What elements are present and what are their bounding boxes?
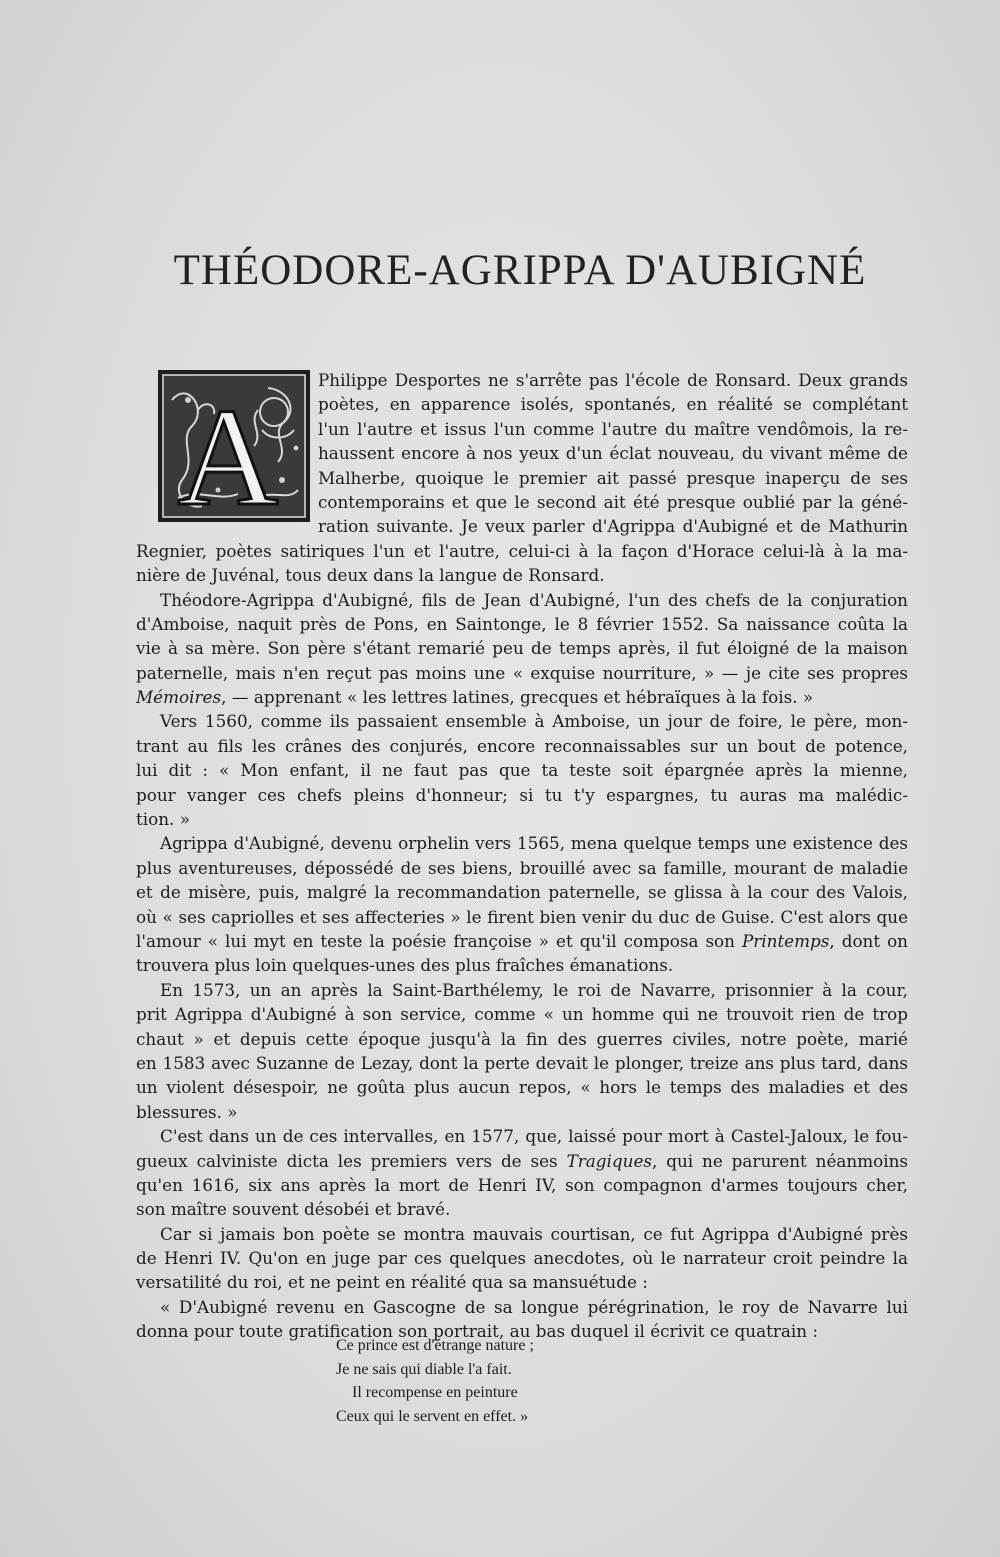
text-line: trouvera plus loin quelques-unes des plus fraîches émanations.: [136, 955, 674, 976]
text-line: gueux calviniste dicta les premiers vers de ses Tragiques, qui ne parurent néanmoins: [136, 1150, 908, 1171]
text-line: l'un l'autre et issus l'un comme l'autre du maître vendômois, la re-: [318, 418, 908, 439]
text-line: chaut » et depuis cette époque jusqu'à la fin des guerres civiles, notre poète, marié: [136, 1028, 908, 1049]
text-line: Théodore-Agrippa d'Aubigné, fils de Jean d'Aubigné, l'un des chefs de la conjuration: [160, 589, 908, 610]
text-line: poètes, en apparence isolés, spontanés, en réalité se complétant: [318, 394, 908, 415]
text-line: nière de Juvénal, tous deux dans la langue de Ronsard.: [136, 565, 605, 586]
poem-line: Il recompense en peinture: [352, 1384, 518, 1401]
text-line: Vers 1560, comme ils passaient ensemble à Amboise, un jour de foire, le père, mon-: [160, 711, 908, 732]
text-line: qu'en 1616, six ans après la mort de Henri IV, son compagnon d'armes toujours cher,: [136, 1174, 908, 1195]
italic-title: Printemps: [741, 930, 830, 951]
text-line: prit Agrippa d'Aubigné à son service, comme « un homme qui ne trouvoit rien de trop: [136, 1004, 908, 1025]
text-line: plus aventureuses, dépossédé de ses biens, brouillé avec sa famille, mourant de maladie: [136, 857, 908, 878]
text-line: Malherbe, quoique le premier ait passé presque inaperçu de ses: [318, 467, 908, 488]
text-line: pour vanger ces chefs pleins d'honneur; si tu t'y espargnes, tu auras ma malédic-: [136, 784, 908, 805]
text-line: lui dit : « Mon enfant, il ne faut pas que ta teste soit épargnée après la mienne,: [136, 760, 908, 781]
text-line: Regnier, poètes satiriques l'un et l'autre, celui-ci à la façon d'Horace celui-là à la ma-: [136, 540, 908, 561]
text-line: contemporains et que le second ait été presque oublié par la géné-: [318, 491, 908, 512]
poem-line: Ce prince est d'étrange nature ;: [336, 1337, 534, 1354]
text-line: vie à sa mère. Son père s'étant remarié peu de temps après, il fut éloigné de la maison: [136, 638, 908, 659]
text-line: paternelle, mais n'en reçut pas moins une « exquise nourriture, » — je cite ses propres: [136, 662, 908, 683]
text-line: versatilité du roi, et ne peint en réalité qua sa mansuétude :: [136, 1272, 648, 1293]
poem-line: Je ne sais qui diable l'a fait.: [336, 1360, 512, 1378]
body-text: [136, 368, 908, 1344]
text-line: un violent désespoir, ne goûta plus aucun repos, « hors le temps des maladies et des: [136, 1077, 908, 1098]
italic-title: Mémoires: [136, 687, 222, 708]
text-line: C'est dans un de ces intervalles, en 1577, que, laissé pour mort à Castel-Jaloux, le fou-: [160, 1126, 908, 1147]
text-line: Agrippa d'Aubigné, devenu orphelin vers 1565, mena quelque temps une existence des: [160, 833, 908, 854]
poem-line: Ceux qui le servent en effet. »: [336, 1407, 529, 1425]
text-line: ration suivante. Je veux parler d'Agrippa d'Aubigné et de Mathurin: [318, 516, 908, 537]
text-line: En 1573, un an après la Saint-Barthélemy, le roi de Navarre, prisonnier à la cour,: [160, 979, 908, 1000]
text-line: de Henri IV. Qu'on en juge par ces quelques anecdotes, où le narrateur croit peindre la: [136, 1248, 908, 1269]
quatrain: [336, 1334, 636, 1428]
text-line: « D'Aubigné revenu en Gascogne de sa longue pérégrination, le roy de Navarre lui: [160, 1296, 908, 1317]
page-title: THÉODORE-AGRIPPA D'AUBIGNÉ: [173, 247, 867, 294]
text-line: d'Amboise, naquit près de Pons, en Saintonge, le 8 février 1552. Sa naissance coûta la: [136, 613, 908, 634]
text-line: Car si jamais bon poète se montra mauvais courtisan, ce fut Agrippa d'Aubigné près: [160, 1223, 908, 1244]
dropcap-letter: A: [177, 380, 279, 522]
text-line: l'amour « lui myt en teste la poésie françoise » et qu'il composa son Printemps, dont on: [136, 930, 908, 951]
text-line: haussent encore à nos yeux d'un éclat nouveau, du vivant même de: [318, 443, 908, 464]
text-line: son maître souvent désobéi et bravé.: [136, 1199, 451, 1220]
text-line: blessures. »: [136, 1101, 238, 1122]
text-line: tion. »: [136, 809, 190, 830]
text-line: en 1583 avec Suzanne de Lezay, dont la perte devait le plonger, treize ans plus tard, dans: [136, 1052, 908, 1073]
text-line: et de misère, puis, malgré la recommandation paternelle, se glissa à la cour des Valois,: [136, 882, 908, 903]
text-line: où « ses capriolles et ses affecteries » le firent bien venir du duc de Guise. C'est alors que: [136, 906, 908, 927]
text-line: Philippe Desportes ne s'arrête pas l'école de Ronsard. Deux grands: [318, 370, 908, 390]
italic-title: Tragiques: [566, 1150, 652, 1171]
text-line: donna pour toute gratification son portrait, au bas duquel il écrivit ce quatrain :: [136, 1321, 819, 1342]
text-line: trant au fils les crânes des conjurés, encore reconnaissables sur un bout de potence,: [136, 735, 908, 756]
text-line: Mémoires, — apprenant « les lettres latines, grecques et hébraïques à la fois. »: [136, 687, 814, 708]
